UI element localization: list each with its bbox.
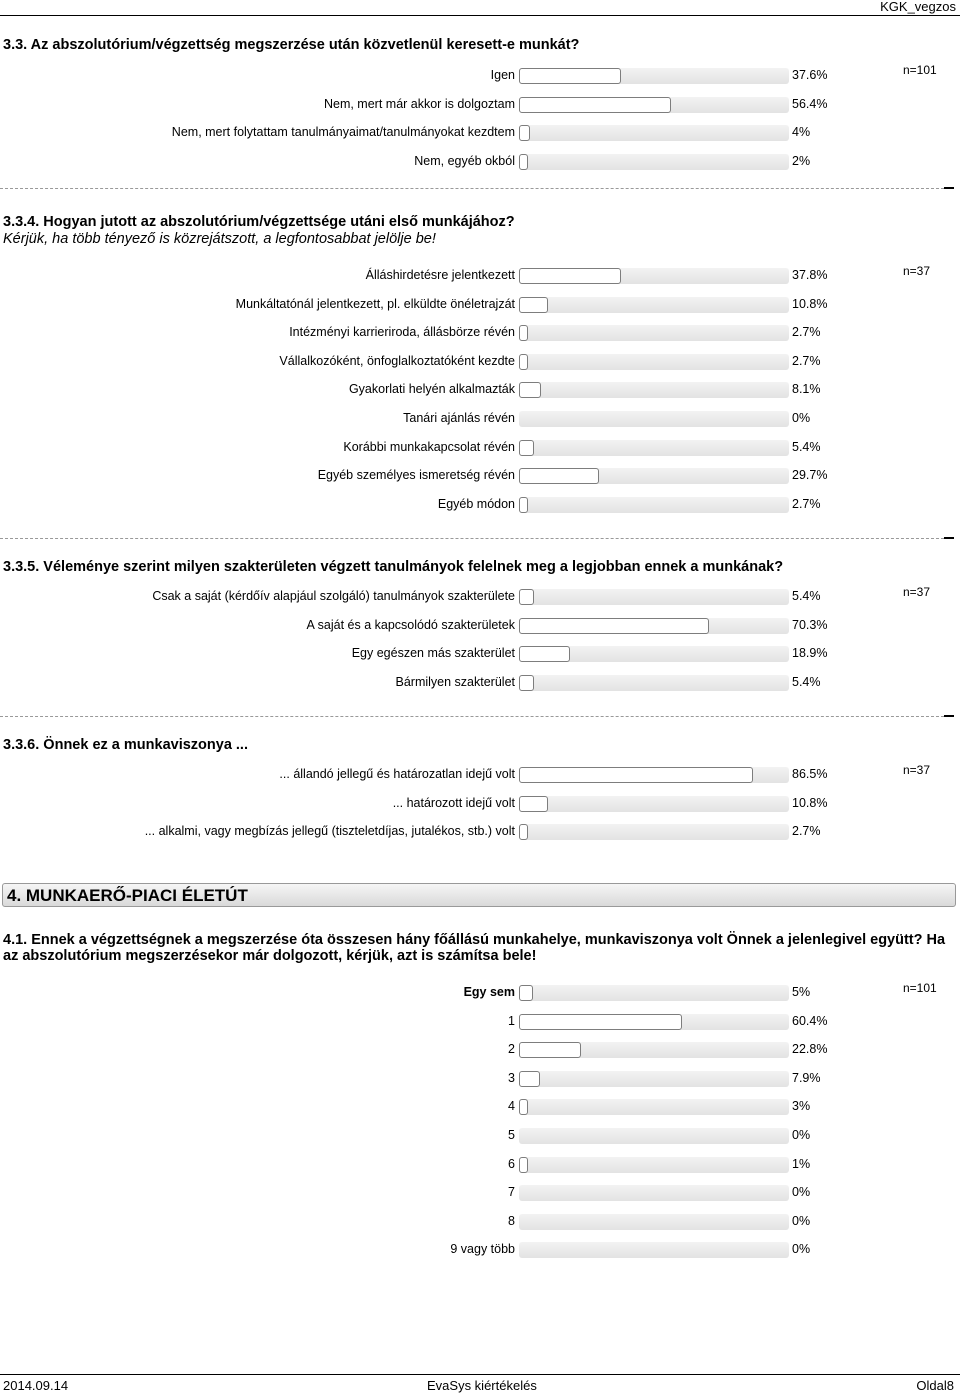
value-label: 22.8% bbox=[792, 1042, 828, 1057]
bar bbox=[519, 796, 548, 812]
chart-row bbox=[0, 66, 960, 88]
category-label: ... alkalmi, vagy megbízás jellegű (tiszteletdíjas, jutalékos, stb.) volt bbox=[144, 824, 515, 838]
value-label: 2.7% bbox=[792, 496, 821, 511]
bar bbox=[519, 468, 599, 484]
chart-row bbox=[0, 1240, 960, 1262]
bar bbox=[519, 1042, 581, 1058]
bar bbox=[519, 824, 528, 840]
value-label: 5.4% bbox=[792, 674, 821, 689]
chart-row bbox=[0, 1155, 960, 1177]
sample-size-label: n=101 bbox=[903, 63, 937, 77]
bar bbox=[519, 985, 533, 1001]
category-label: 4 bbox=[508, 1099, 515, 1114]
bar bbox=[519, 268, 621, 284]
sample-size-label: n=101 bbox=[903, 981, 937, 995]
category-label: Álláshirdetésre jelentkezett bbox=[365, 268, 515, 282]
chart-row bbox=[0, 1183, 960, 1205]
value-label: 8.1% bbox=[792, 382, 821, 397]
bar-track bbox=[519, 985, 789, 1001]
value-label: 0% bbox=[792, 1242, 811, 1257]
category-label: Nem, mert folytattam tanulmányaimat/tanulmányokat kezdtem bbox=[171, 125, 515, 140]
bar bbox=[519, 618, 709, 634]
chart-row bbox=[0, 1212, 960, 1234]
bar-track bbox=[519, 589, 789, 605]
category-label: A saját és a kapcsolódó szakterületek bbox=[306, 617, 515, 632]
bar-track bbox=[519, 824, 789, 840]
question-title: 3.3. Az abszolutórium/végzettség megszerzése után közvetlenül keresett-e munkát? bbox=[3, 37, 580, 53]
bar bbox=[519, 646, 570, 662]
value-label: 10.8% bbox=[792, 296, 828, 311]
chart-row bbox=[0, 794, 960, 816]
value-label: 7.9% bbox=[792, 1070, 821, 1085]
bar bbox=[519, 1157, 528, 1173]
bar bbox=[519, 97, 671, 113]
bar bbox=[519, 1071, 540, 1087]
bar-track bbox=[519, 297, 789, 313]
bar bbox=[519, 382, 541, 398]
value-label: 5.4% bbox=[792, 439, 821, 454]
value-label: 2.7% bbox=[792, 353, 821, 368]
value-label: 5% bbox=[792, 985, 811, 999]
bar-track bbox=[519, 497, 789, 513]
chart-row bbox=[0, 380, 960, 402]
chart-row bbox=[0, 266, 960, 288]
sample-size-label: n=37 bbox=[903, 763, 931, 777]
chart-row bbox=[0, 673, 960, 695]
value-label: 70.3% bbox=[792, 617, 828, 632]
bar bbox=[519, 767, 753, 783]
section-banner-title: 4. MUNKAERŐ-PIACI ÉLETÚT bbox=[7, 886, 248, 905]
bar bbox=[519, 325, 528, 341]
header-rule bbox=[0, 15, 960, 16]
question-title: 4.1. Ennek a végzettségnek a megszerzése óta összesen hány főállású munkahelye, munkaviszonya volt Önnek a jelenlegivel együtt? Ha az abszolutórium megszerzésekor már dolgozott, kérjük, azt is számítsa bele! bbox=[3, 932, 946, 964]
category-label: Csak a saját (kérdőív alapjául szolgáló) tanulmányok szakterülete bbox=[152, 589, 515, 603]
value-label: 1% bbox=[792, 1156, 811, 1171]
value-label: 2.7% bbox=[792, 824, 821, 838]
sample-size-label: n=37 bbox=[903, 264, 931, 278]
category-label: ... állandó jellegű és határozatlan idejű volt bbox=[279, 767, 515, 781]
chart-row bbox=[0, 352, 960, 374]
category-label: Korábbi munkakapcsolat révén bbox=[343, 439, 515, 454]
bar-track bbox=[519, 1071, 789, 1087]
category-label: Egyéb módon bbox=[437, 496, 515, 511]
bar bbox=[519, 154, 528, 170]
value-label: 2% bbox=[792, 154, 811, 169]
chart-row bbox=[0, 644, 960, 666]
category-label: 7 bbox=[508, 1185, 515, 1200]
sample-size-label: n=37 bbox=[903, 585, 931, 599]
chart-row bbox=[0, 616, 960, 638]
footer-center-text: EvaSys kiértékelés bbox=[427, 1378, 537, 1393]
separator-tick bbox=[944, 187, 954, 189]
bar-track bbox=[519, 796, 789, 812]
category-label: ... határozott idejű volt bbox=[392, 795, 515, 810]
bar-track bbox=[519, 440, 789, 456]
chart-row bbox=[0, 323, 960, 345]
value-label: 5.4% bbox=[792, 589, 821, 603]
value-label: 37.8% bbox=[792, 268, 828, 282]
chart-row bbox=[0, 495, 960, 517]
chart-row bbox=[0, 1012, 960, 1034]
chart-row bbox=[0, 409, 960, 431]
category-label: Tanári ajánlás révén bbox=[403, 411, 515, 425]
chart-row bbox=[0, 466, 960, 488]
question-title: 3.3.4. Hogyan jutott az abszolutórium/végzettsége utáni első munkájához? bbox=[3, 214, 515, 230]
separator-tick bbox=[944, 715, 954, 717]
category-label: Intézményi karrieriroda, állásbörze révén bbox=[289, 325, 515, 340]
bar-track bbox=[519, 1099, 789, 1115]
value-label: 0% bbox=[792, 1213, 811, 1228]
chart-row bbox=[0, 438, 960, 460]
category-label: Egy egészen más szakterület bbox=[351, 646, 515, 660]
bar bbox=[519, 1014, 682, 1030]
bar-track bbox=[519, 411, 789, 427]
value-label: 0% bbox=[792, 1128, 811, 1142]
bar-track bbox=[519, 1128, 789, 1144]
bar-track bbox=[519, 268, 789, 284]
bar-track bbox=[519, 675, 789, 691]
section-banner bbox=[2, 883, 956, 907]
bar-track bbox=[519, 325, 789, 341]
bar bbox=[519, 440, 534, 456]
bar-track bbox=[519, 1214, 789, 1230]
bar-track bbox=[519, 154, 789, 170]
chart-row bbox=[0, 123, 960, 145]
chart-row bbox=[0, 1069, 960, 1091]
category-label: 9 vagy több bbox=[450, 1242, 515, 1257]
value-label: 4% bbox=[792, 125, 811, 140]
category-label: 2 bbox=[508, 1042, 515, 1057]
category-label: Bármilyen szakterület bbox=[395, 674, 515, 689]
category-label: 8 bbox=[508, 1213, 515, 1228]
category-label: Igen bbox=[490, 68, 515, 82]
category-label: Vállalkozóként, önfoglalkoztatóként kezdte bbox=[279, 353, 515, 368]
bar-track bbox=[519, 1042, 789, 1058]
footer-date: 2014.09.14 bbox=[3, 1378, 69, 1393]
value-label: 60.4% bbox=[792, 1013, 828, 1028]
chart-row bbox=[0, 152, 960, 174]
bar-track bbox=[519, 468, 789, 484]
category-label: 3 bbox=[508, 1070, 515, 1085]
chart-row bbox=[0, 765, 960, 787]
bar bbox=[519, 497, 528, 513]
bar bbox=[519, 589, 534, 605]
chart-row bbox=[0, 1097, 960, 1119]
bar bbox=[519, 1099, 528, 1115]
chart-row bbox=[0, 1126, 960, 1148]
category-label: Munkáltatónál jelentkezett, pl. elküldte önéletrajzát bbox=[235, 296, 515, 311]
section-separator bbox=[0, 716, 954, 717]
bar-track bbox=[519, 97, 789, 113]
bar-track bbox=[519, 1242, 789, 1258]
chart-row bbox=[0, 95, 960, 117]
bar bbox=[519, 297, 548, 313]
bar-track bbox=[519, 646, 789, 662]
chart-row bbox=[0, 587, 960, 609]
bar bbox=[519, 675, 534, 691]
chart-row bbox=[0, 1040, 960, 1062]
question-title: 3.3.6. Önnek ez a munkaviszonya ... bbox=[3, 737, 248, 753]
category-label: Egy sem bbox=[463, 985, 515, 999]
category-label: Nem, mert már akkor is dolgoztam bbox=[323, 96, 515, 111]
category-label: 6 bbox=[508, 1156, 515, 1171]
bar-track bbox=[519, 618, 789, 634]
bar bbox=[519, 354, 528, 370]
category-label: Egyéb személyes ismeretség révén bbox=[317, 468, 515, 483]
value-label: 29.7% bbox=[792, 468, 828, 483]
bar-track bbox=[519, 1014, 789, 1030]
bar bbox=[519, 68, 621, 84]
category-label: Gyakorlati helyén alkalmazták bbox=[348, 382, 515, 397]
value-label: 0% bbox=[792, 1185, 811, 1200]
category-label: Nem, egyéb okból bbox=[414, 154, 515, 169]
chart-row bbox=[0, 822, 960, 844]
bar-track bbox=[519, 125, 789, 141]
bar-track bbox=[519, 1185, 789, 1201]
value-label: 56.4% bbox=[792, 96, 828, 111]
bar-track bbox=[519, 382, 789, 398]
value-label: 37.6% bbox=[792, 68, 828, 82]
footer-rule bbox=[0, 1374, 960, 1375]
bar-track bbox=[519, 354, 789, 370]
bar-track bbox=[519, 68, 789, 84]
separator-tick bbox=[944, 537, 954, 539]
section-separator bbox=[0, 188, 954, 189]
value-label: 2.7% bbox=[792, 325, 821, 340]
value-label: 10.8% bbox=[792, 795, 828, 810]
value-label: 18.9% bbox=[792, 646, 828, 660]
question-subtitle: Kérjük, ha több tényező is közrejátszott, a legfontosabbat jelölje be! bbox=[3, 231, 436, 247]
value-label: 0% bbox=[792, 411, 811, 425]
footer-page: Oldal8 bbox=[916, 1378, 954, 1393]
question-title: 3.3.5. Véleménye szerint milyen szakterületen végzett tanulmányok felelnek meg a legjobban ennek a munkának? bbox=[3, 559, 784, 575]
category-label: 5 bbox=[508, 1128, 515, 1142]
bar bbox=[519, 125, 530, 141]
bar-track bbox=[519, 767, 789, 783]
chart-row bbox=[0, 295, 960, 317]
header-right-text: KGK_vegzos bbox=[880, 0, 956, 14]
value-label: 3% bbox=[792, 1099, 811, 1114]
chart-row bbox=[0, 983, 960, 1005]
category-label: 1 bbox=[508, 1013, 515, 1028]
bar-track bbox=[519, 1157, 789, 1173]
section-separator bbox=[0, 538, 954, 539]
value-label: 86.5% bbox=[792, 767, 828, 781]
